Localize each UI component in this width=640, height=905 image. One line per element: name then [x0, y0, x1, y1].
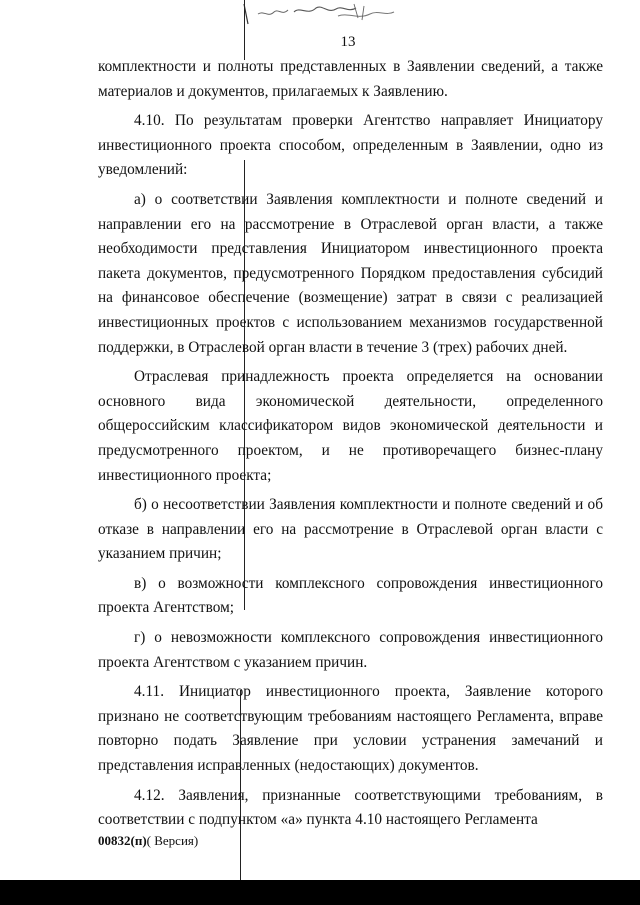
- paragraph: 4.10. По результатам проверки Агентство направляет Инициатору инвестиционного проекта способом, определенным в Заявлении, одно из уведомлений:: [98, 112, 603, 179]
- paragraph: в) о возможности комплексного сопровождения инвестиционного проекта Агентством;: [98, 574, 603, 617]
- paragraph: б) о несоответствии Заявления комплектности и полноте сведений и об отказе в направлении его на рассмотрение в Отраслевой орган власти с указанием причин;: [98, 496, 603, 563]
- paragraph: а) о соответствии Заявления комплектности и полноте сведений и направлении его на рассмотрение в Отраслевой орган власти, а также необходимости представления Инициатором инвестиционного проекта пакета документов, предусмотренного Порядком предоставления субсидий на финансовое обеспечение (возмещение) затрат в связи с реализацией инвестиционных проектов с использованием механизмов государственной поддержки, в Отраслевой орган власти в течение 3 (трех) рабочих дней.: [98, 190, 603, 356]
- paragraph: 4.11. Инициатор инвестиционного проекта, Заявление которого признано не соответствующим требованиям настоящего Регламента, вправе повторно подать Заявление при условии устранения замечаний и представления исправленных (недостающих) документов.: [98, 683, 603, 775]
- scan-bottom-band: [0, 880, 640, 905]
- handwritten-mark: [238, 0, 398, 30]
- page-number: 13: [340, 34, 356, 50]
- paragraph: г) о невозможности комплексного сопровождения инвестиционного проекта Агентством с указанием причин.: [98, 629, 603, 671]
- paragraph: комплектности и полноты представленных в Заявлении сведений, а также материалов и документов, прилагаемых к Заявлению.: [98, 58, 603, 100]
- paragraph: 4.12. Заявления, признанные соответствующими требованиям, в соответствии с подпунктом «а» пункта 4.10 настоящего Регламента: [98, 786, 603, 829]
- footer-doc-code: [98, 833, 198, 849]
- paragraph: Отраслевая принадлежность проекта определяется на основании основного вида экономической деятельности, определенного общероссийским классификатором видов экономической деятельности и предусмотренного проектом, и не противоречащего бизнес-плану инвестиционного проекта;: [98, 368, 603, 484]
- doc-version: ( Версия): [146, 833, 199, 848]
- scan-artifact-line-top: [244, 0, 245, 60]
- body-text: [98, 55, 603, 838]
- doc-code: 00832(п): [98, 833, 147, 848]
